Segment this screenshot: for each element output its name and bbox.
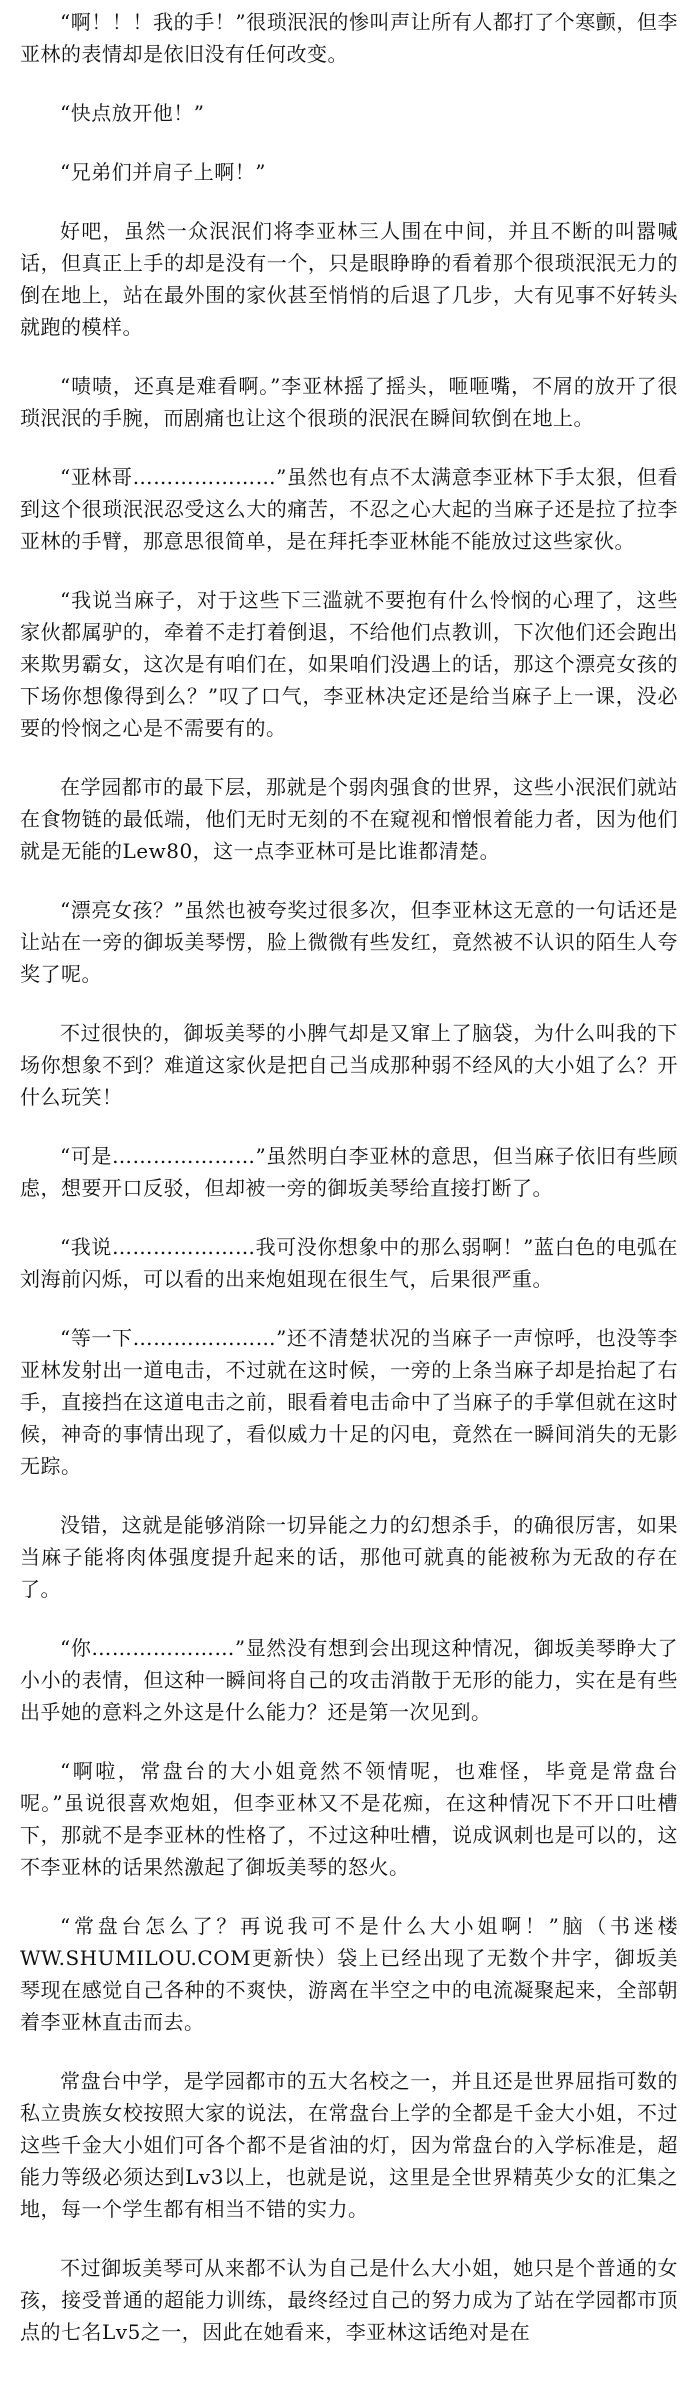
paragraph: “啊！！！我的手！”很琐泯泯的惨叫声让所有人都打了个寒颤，但李亚林的表情却是依旧没有任何改变。 <box>20 10 678 66</box>
paragraph: “啧啧，还真是难看啊。”李亚林摇了摇头，咂咂嘴，不屑的放开了很琐泯泯的手腕，而剧痛也让这个很琐的泯泯在瞬间软倒在地上。 <box>20 374 678 430</box>
paragraph: “你…………………”显然没有想到会出现这种情况，御坂美琴睁大了小小的表情，但这种一瞬间将自己的攻击消散于无形的能力，实在是有些出乎她的意料之外这是什么能力？还是第一次见到。 <box>20 1636 678 1724</box>
paragraph: “我说当麻子，对于这些下三滥就不要抱有什么怜悯的心理了，这些家伙都属驴的，牵着不走打着倒退，不给他们点教训，下次他们还会跑出来欺男霸女，这次是有咱们在，如果咱们没遇上的话，那这个漂亮女孩的下场你想像得到么？”叹了口气，李亚林决定还是给当麻子上一课，没必要的怜悯之心是不需要有的。 <box>20 588 678 740</box>
paragraph: 在学园都市的最下层，那就是个弱肉强食的世界，这些小泯泯们就站在食物链的最低端，他们无时无刻的不在窥视和憎恨着能力者，因为他们就是无能的Lew80，这一点李亚林可是比谁都清楚。 <box>20 775 678 863</box>
paragraph: “兄弟们并肩子上啊！” <box>60 160 266 184</box>
paragraph: “漂亮女孩？”虽然也被夸奖过很多次，但李亚林这无意的一句话还是让站在一旁的御坂美琴愣，脸上微微有些发红，竟然被不认识的陌生人夸奖了呢。 <box>20 898 678 986</box>
paragraph: 不过御坂美琴可从来都不认为自己是什么大小姐，她只是个普通的女孩，接受普通的超能力训练，最终经过自己的努力成为了站在学园都市顶点的七名Lv5之一，因此在她看来，李亚林这话绝对是在 <box>20 2256 678 2344</box>
paragraph: “啊啦，常盘台的大小姐竟然不领情呢，也难怪，毕竟是常盘台呢。”虽说很喜欢炮姐，但李亚林又不是花痴，在这种情况下不开口吐槽下，那就不是李亚林的性格了，不过这种吐槽，说成讽刺也是可以的，这不李亚林的话果然激起了御坂美琴的怒火。 <box>20 1759 678 1879</box>
paragraph: “等一下…………………”还不清楚状况的当麻子一声惊呼，也没等李亚林发射出一道电击，不过就在这时候，一旁的上条当麻子却是抬起了右手，直接挡在这道电击之前，眼看着电击命中了当麻子的手掌但就在这时候，神奇的事情出现了，看似威力十足的闪电，竟然在一瞬间消失的无影无踪。 <box>20 1326 678 1478</box>
paragraph: 好吧，虽然一众泯泯们将李亚林三人围在中间，并且不断的叫嚣喊话，但真正上手的却是没有一个，只是眼睁睁的看着那个很琐泯泯无力的倒在地上，站在最外围的家伙甚至悄悄的后退了几步，大有见事不好转头就跑的模样。 <box>20 219 678 339</box>
paragraph: “可是…………………”虽然明白李亚林的意思，但当麻子依旧有些顾虑，想要开口反驳，但却被一旁的御坂美琴给直接打断了。 <box>20 1144 678 1200</box>
paragraph: “亚林哥…………………”虽然也有点不太满意李亚林下手太狠，但看到这个很琐泯泯忍受这么大的痛苦，不忍之心大起的当麻子还是拉了拉李亚林的手臂，那意思很简单，是在拜托李亚林能不能放过这些家伙。 <box>20 465 678 553</box>
paragraph: “我说…………………我可没你想象中的那么弱啊！”蓝白色的电弧在刘海前闪烁，可以看的出来炮姐现在很生气，后果很严重。 <box>20 1235 678 1291</box>
paragraph: 没错，这就是能够消除一切异能之力的幻想杀手，的确很厉害，如果当麻子能将肉体强度提升起来的话，那他可就真的能被称为无敌的存在了。 <box>20 1513 678 1601</box>
paragraph: “常盘台怎么了？再说我可不是什么大小姐啊！”脑（书迷楼WW.SHUMILOU.COM更新快）袋上已经出现了无数个井字，御坂美琴现在感觉自己各种的不爽快，游离在半空之中的电流凝聚起来，全部朝着李亚林直击而去。 <box>20 1914 678 2034</box>
paragraph: “快点放开他！” <box>60 101 205 125</box>
paragraph: 常盘台中学，是学园都市的五大名校之一，并且还是世界屈指可数的私立贵族女校按照大家的说法，在常盘台上学的全都是千金大小姐，不过这些千金大小姐们可各个都不是省油的灯，因为常盘台的入学标准是，超能力等级必须达到Lv3以上，也就是说，这里是全世界精英少女的汇集之地，每一个学生都有相当不错的实力。 <box>20 2069 678 2221</box>
paragraph: 不过很快的，御坂美琴的小脾气却是又窜上了脑袋，为什么叫我的下场你想象不到？难道这家伙是把自己当成那种弱不经风的大小姐了么？开什么玩笑！ <box>20 1021 678 1109</box>
